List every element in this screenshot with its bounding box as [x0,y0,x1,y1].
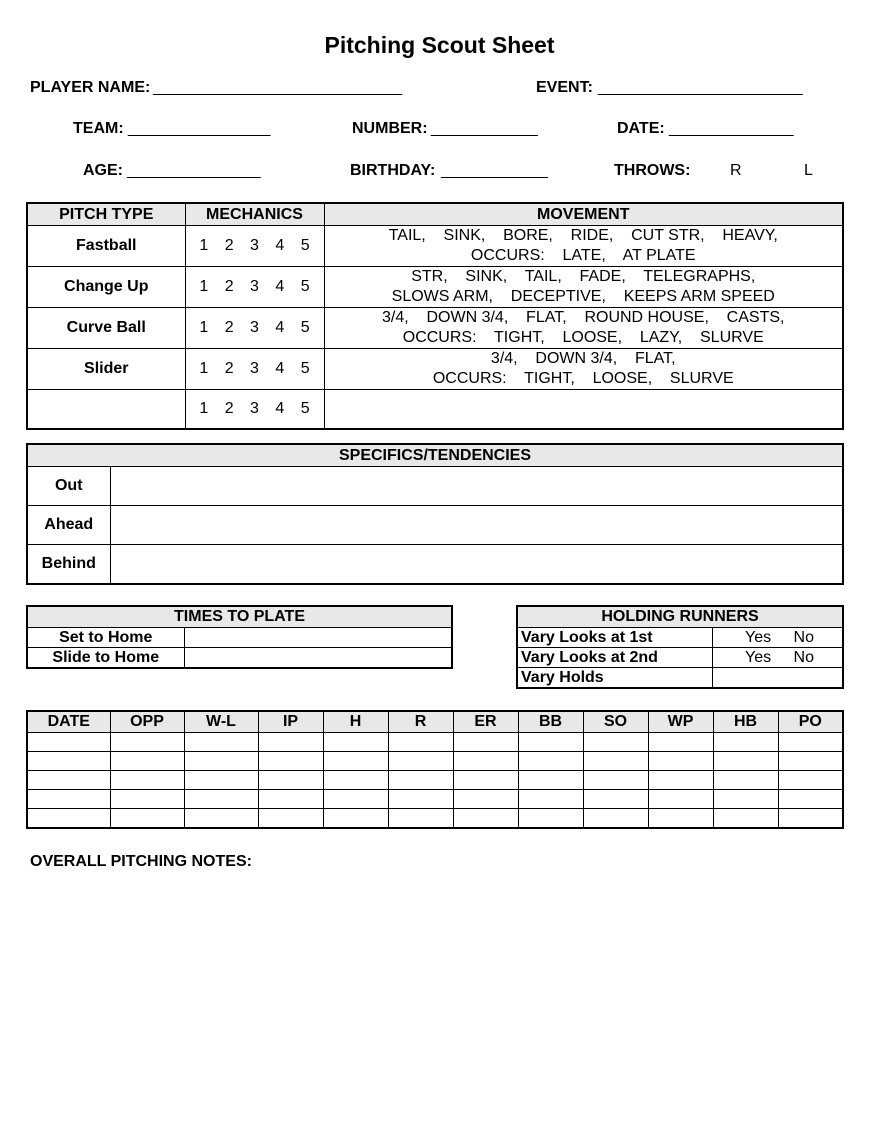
mechanics-scale[interactable]: 1 2 3 4 5 [185,308,324,349]
table-row [27,349,843,390]
stats-cell[interactable] [518,752,583,771]
mechanics-scale[interactable]: 1 2 3 4 5 [185,390,324,430]
slide-to-home-entry[interactable] [184,648,452,669]
stats-cell[interactable] [258,771,323,790]
yes-no-options[interactable]: Yes No [712,628,843,648]
stats-header-er: ER [453,711,518,733]
stats-cell[interactable] [323,771,388,790]
table-row [27,545,843,585]
table-row [27,771,843,790]
mechanics-scale[interactable]: 1 2 3 4 5 [185,349,324,390]
overall-notes-label: OVERALL PITCHING NOTES: [30,853,252,870]
mechanics-header: MECHANICS [185,203,324,226]
table-row [27,752,843,771]
movement-options[interactable] [324,267,843,308]
stats-cell[interactable] [388,790,453,809]
stats-header-h: H [323,711,388,733]
birthday-field[interactable]: ____________ [441,162,548,179]
vary-looks-2nd-label: Vary Looks at 2nd [517,648,712,668]
table-row [27,308,843,349]
stats-header-date: DATE [27,711,110,733]
stats-cell[interactable] [27,790,110,809]
pitch-type-header: PITCH TYPE [27,203,185,226]
stats-cell[interactable] [27,733,110,752]
movement-line: SLOWS ARM, DECEPTIVE, KEEPS ARM SPEED [391,288,775,305]
table-row [27,628,452,648]
number-field[interactable]: ____________ [431,120,538,137]
movement-options[interactable] [324,349,843,390]
pitch-name: Fastball [27,226,185,267]
specifics-entry[interactable] [110,545,843,585]
table-row [27,226,843,267]
stats-header-opp: OPP [110,711,184,733]
specifics-label-behind: Behind [27,545,110,585]
specifics-table [26,443,844,585]
stats-cell[interactable] [778,733,843,752]
stats-cell[interactable] [184,790,258,809]
stats-cell[interactable] [184,752,258,771]
movement-line: TAIL, SINK, BORE, RIDE, CUT STR, HEAVY, [388,227,778,244]
vary-looks-1st-label: Vary Looks at 1st [517,628,712,648]
pitch-name: Slider [27,349,185,390]
stats-cell[interactable] [453,771,518,790]
birthday-label: BIRTHDAY: [350,162,436,179]
stats-cell[interactable] [110,790,184,809]
stats-cell[interactable] [110,733,184,752]
stats-cell[interactable] [323,790,388,809]
specifics-label-ahead: Ahead [27,506,110,545]
stats-cell[interactable] [583,809,648,829]
specifics-label-out: Out [27,467,110,506]
stats-cell[interactable] [184,733,258,752]
movement-line: OCCURS: TIGHT, LOOSE, SLURVE [432,370,734,387]
player-name-field[interactable]: ____________________________ [153,79,403,96]
pitch-name: Curve Ball [27,308,185,349]
stats-cell[interactable] [713,733,778,752]
stats-cell[interactable] [110,771,184,790]
stats-cell[interactable] [583,733,648,752]
age-field[interactable]: _______________ [127,162,261,179]
stats-cell[interactable] [713,809,778,829]
stats-cell[interactable] [648,771,713,790]
stats-cell[interactable] [583,752,648,771]
stats-header-po: PO [778,711,843,733]
specifics-entry[interactable] [110,467,843,506]
stats-cell[interactable] [388,809,453,829]
stats-cell[interactable] [27,752,110,771]
stats-cell[interactable] [258,752,323,771]
stats-cell[interactable] [110,809,184,829]
times-to-plate-table [26,605,453,669]
table-row [27,467,843,506]
table-row [517,668,843,689]
table-row [27,267,843,308]
stats-cell[interactable] [713,752,778,771]
movement-options[interactable] [324,390,843,430]
stats-cell[interactable] [453,809,518,829]
stats-cell[interactable] [518,809,583,829]
event-field[interactable]: _______________________ [598,79,803,96]
specifics-entry[interactable] [110,506,843,545]
vary-holds-entry[interactable] [712,668,843,689]
times-to-plate-header: TIMES TO PLATE [27,606,452,628]
stats-header-wp: WP [648,711,713,733]
stats-cell[interactable] [648,733,713,752]
page-title: Pitching Scout Sheet [324,32,555,58]
holding-runners-table [516,605,844,689]
stats-cell[interactable] [453,752,518,771]
stats-cell[interactable] [184,809,258,829]
stats-header-so: SO [583,711,648,733]
stats-cell[interactable] [388,733,453,752]
stats-cell[interactable] [27,771,110,790]
table-row [27,790,843,809]
movement-line: OCCURS: TIGHT, LOOSE, LAZY, SLURVE [402,329,764,346]
movement-line: 3/4, DOWN 3/4, FLAT, ROUND HOUSE, CASTS, [382,309,785,326]
stats-cell[interactable] [778,771,843,790]
age-label: AGE: [83,162,123,179]
stats-cell[interactable] [648,809,713,829]
mechanics-scale[interactable]: 1 2 3 4 5 [185,267,324,308]
set-to-home-entry[interactable] [184,628,452,648]
stats-cell[interactable] [583,771,648,790]
table-row [27,733,843,752]
stats-cell[interactable] [258,809,323,829]
stats-cell[interactable] [518,790,583,809]
movement-options[interactable] [324,308,843,349]
stats-cell[interactable] [258,733,323,752]
stats-cell[interactable] [388,752,453,771]
table-row [27,506,843,545]
throws-label: THROWS: [614,162,691,179]
movement-line: 3/4, DOWN 3/4, FLAT, [490,350,676,367]
table-row [517,648,843,668]
stats-cell[interactable] [323,809,388,829]
team-label: TEAM: [73,120,124,137]
throws-option-l[interactable]: L [804,162,813,179]
stats-cell[interactable] [713,790,778,809]
specifics-header: SPECIFICS/TENDENCIES [27,444,843,467]
stats-header-hb: HB [713,711,778,733]
pitch-name-blank[interactable] [27,390,185,430]
stats-cell[interactable] [323,752,388,771]
table-row [27,390,843,430]
stats-header-w-l: W-L [184,711,258,733]
mechanics-scale[interactable]: 1 2 3 4 5 [185,226,324,267]
stats-cell[interactable] [648,752,713,771]
pitch-name: Change Up [27,267,185,308]
stats-cell[interactable] [110,752,184,771]
stats-cell[interactable] [184,771,258,790]
vary-holds-label: Vary Holds [517,668,712,689]
set-to-home-label: Set to Home [27,628,184,648]
movement-line: STR, SINK, TAIL, FADE, TELEGRAPHS, [411,268,756,285]
stats-cell[interactable] [778,809,843,829]
stats-cell[interactable] [453,733,518,752]
movement-line: OCCURS: LATE, AT PLATE [470,247,696,264]
movement-header: MOVEMENT [324,203,843,226]
stats-cell[interactable] [778,752,843,771]
event-label: EVENT: [536,79,593,96]
table-row [27,809,843,829]
stats-cell[interactable] [648,790,713,809]
stats-header-r: R [388,711,453,733]
date-field[interactable]: ______________ [669,120,794,137]
pitch-table [26,202,844,430]
date-label: DATE: [617,120,665,137]
game-stats-table [26,710,844,829]
stats-cell[interactable] [27,809,110,829]
yes-no-options[interactable]: Yes No [712,648,843,668]
team-field[interactable]: ________________ [128,120,271,137]
throws-option-r[interactable]: R [730,162,742,179]
stats-cell[interactable] [323,733,388,752]
table-row [517,628,843,648]
movement-options[interactable] [324,226,843,267]
stats-cell[interactable] [583,790,648,809]
table-row [27,648,452,669]
number-label: NUMBER: [352,120,428,137]
stats-cell[interactable] [518,771,583,790]
stats-cell[interactable] [258,790,323,809]
stats-cell[interactable] [518,733,583,752]
stats-cell[interactable] [388,771,453,790]
holding-runners-header: HOLDING RUNNERS [517,606,843,628]
stats-cell[interactable] [713,771,778,790]
slide-to-home-label: Slide to Home [27,648,184,669]
stats-header-bb: BB [518,711,583,733]
player-name-label: PLAYER NAME: [30,79,151,96]
stats-cell[interactable] [778,790,843,809]
stats-cell[interactable] [453,790,518,809]
stats-header-ip: IP [258,711,323,733]
